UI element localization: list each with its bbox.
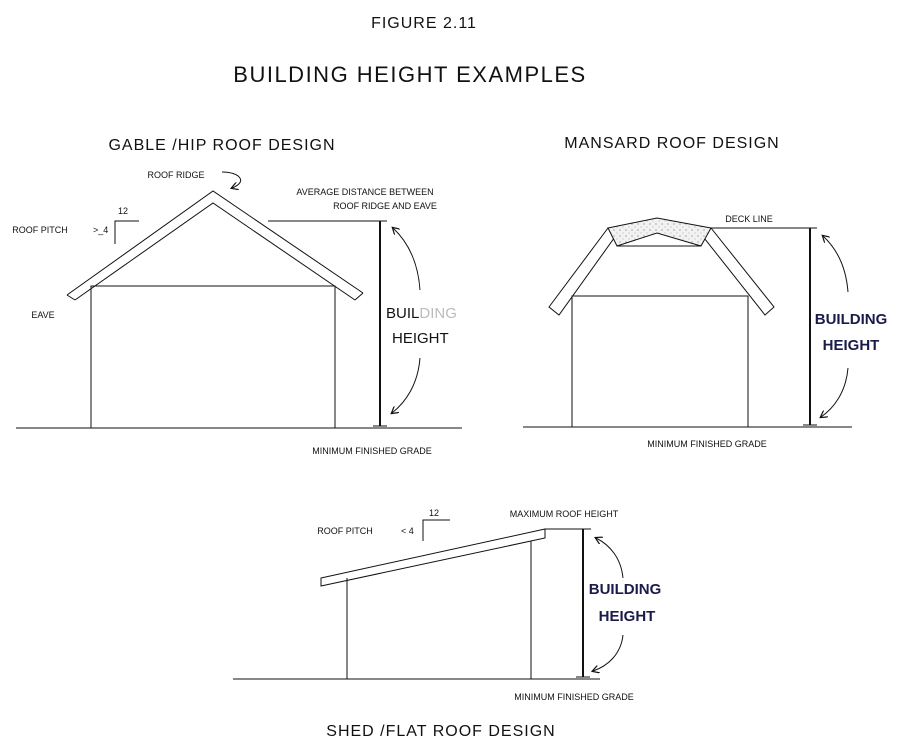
shed-height-arrow-up <box>596 538 623 578</box>
avg-distance-label-1: AVERAGE DISTANCE BETWEEN <box>296 187 434 197</box>
gable-roof-diagram <box>12 137 462 456</box>
mansard-roof-diagram <box>523 135 887 449</box>
mansard-heading: MANSARD ROOF DESIGN <box>564 135 780 152</box>
gable-building-label: BUILDING <box>386 305 457 322</box>
mansard-height-arrow-down <box>821 368 848 417</box>
gable-pitch-symbol <box>115 221 139 244</box>
gable-roof-pitch-label: ROOF PITCH <box>12 225 68 235</box>
gable-roof-inner <box>75 203 355 300</box>
gable-pitch-run: 12 <box>118 206 129 216</box>
gable-height-arrow-up <box>393 228 420 290</box>
mansard-building-label: BUILDING <box>814 311 888 328</box>
avg-distance-label-2: ROOF RIDGE AND EAVE <box>333 201 437 211</box>
gable-eave-right-edge <box>355 293 363 300</box>
shed-grade-label: MINIMUM FINISHED GRADE <box>514 692 634 702</box>
gable-roof <box>67 191 363 295</box>
gable-eave-left-edge <box>67 295 75 300</box>
gable-grade-label: MINIMUM FINISHED GRADE <box>312 446 432 456</box>
shed-roof-diagram <box>233 508 661 740</box>
shed-height-label: HEIGHT <box>598 608 656 625</box>
shed-building-label: BUILDING <box>588 581 662 598</box>
gable-pitch-value: >_4 <box>93 225 109 235</box>
mansard-roof-right <box>701 228 774 315</box>
mansard-height-label: HEIGHT <box>822 337 880 354</box>
mansard-height-arrow-up <box>823 236 848 292</box>
shed-pitch-symbol <box>423 520 450 541</box>
shed-pitch-run: 12 <box>429 508 440 518</box>
gable-height-arrow-down <box>392 358 420 413</box>
mansard-deck <box>608 218 711 246</box>
shed-height-arrow-down <box>593 635 623 671</box>
mansard-grade-label: MINIMUM FINISHED GRADE <box>647 439 767 449</box>
shed-roof-pitch-label: ROOF PITCH <box>317 526 373 536</box>
gable-height-label: HEIGHT <box>392 330 449 347</box>
shed-pitch-value: < 4 <box>401 526 414 536</box>
eave-label: EAVE <box>31 310 55 320</box>
roof-ridge-label: ROOF RIDGE <box>147 170 205 180</box>
figure-title: BUILDING HEIGHT EXAMPLES <box>233 62 587 87</box>
mansard-wall <box>572 296 748 427</box>
max-roof-height-label: MAXIMUM ROOF HEIGHT <box>509 509 619 519</box>
gable-heading: GABLE /HIP ROOF DESIGN <box>108 137 336 154</box>
figure-label: FIGURE 2.11 <box>371 15 477 32</box>
shed-heading: SHED /FLAT ROOF DESIGN <box>326 723 556 740</box>
deck-line-label: DECK LINE <box>725 214 773 224</box>
mansard-roof-left <box>549 228 617 315</box>
roof-ridge-arrow <box>222 172 241 188</box>
gable-wall <box>91 286 335 428</box>
shed-roof <box>321 529 545 586</box>
